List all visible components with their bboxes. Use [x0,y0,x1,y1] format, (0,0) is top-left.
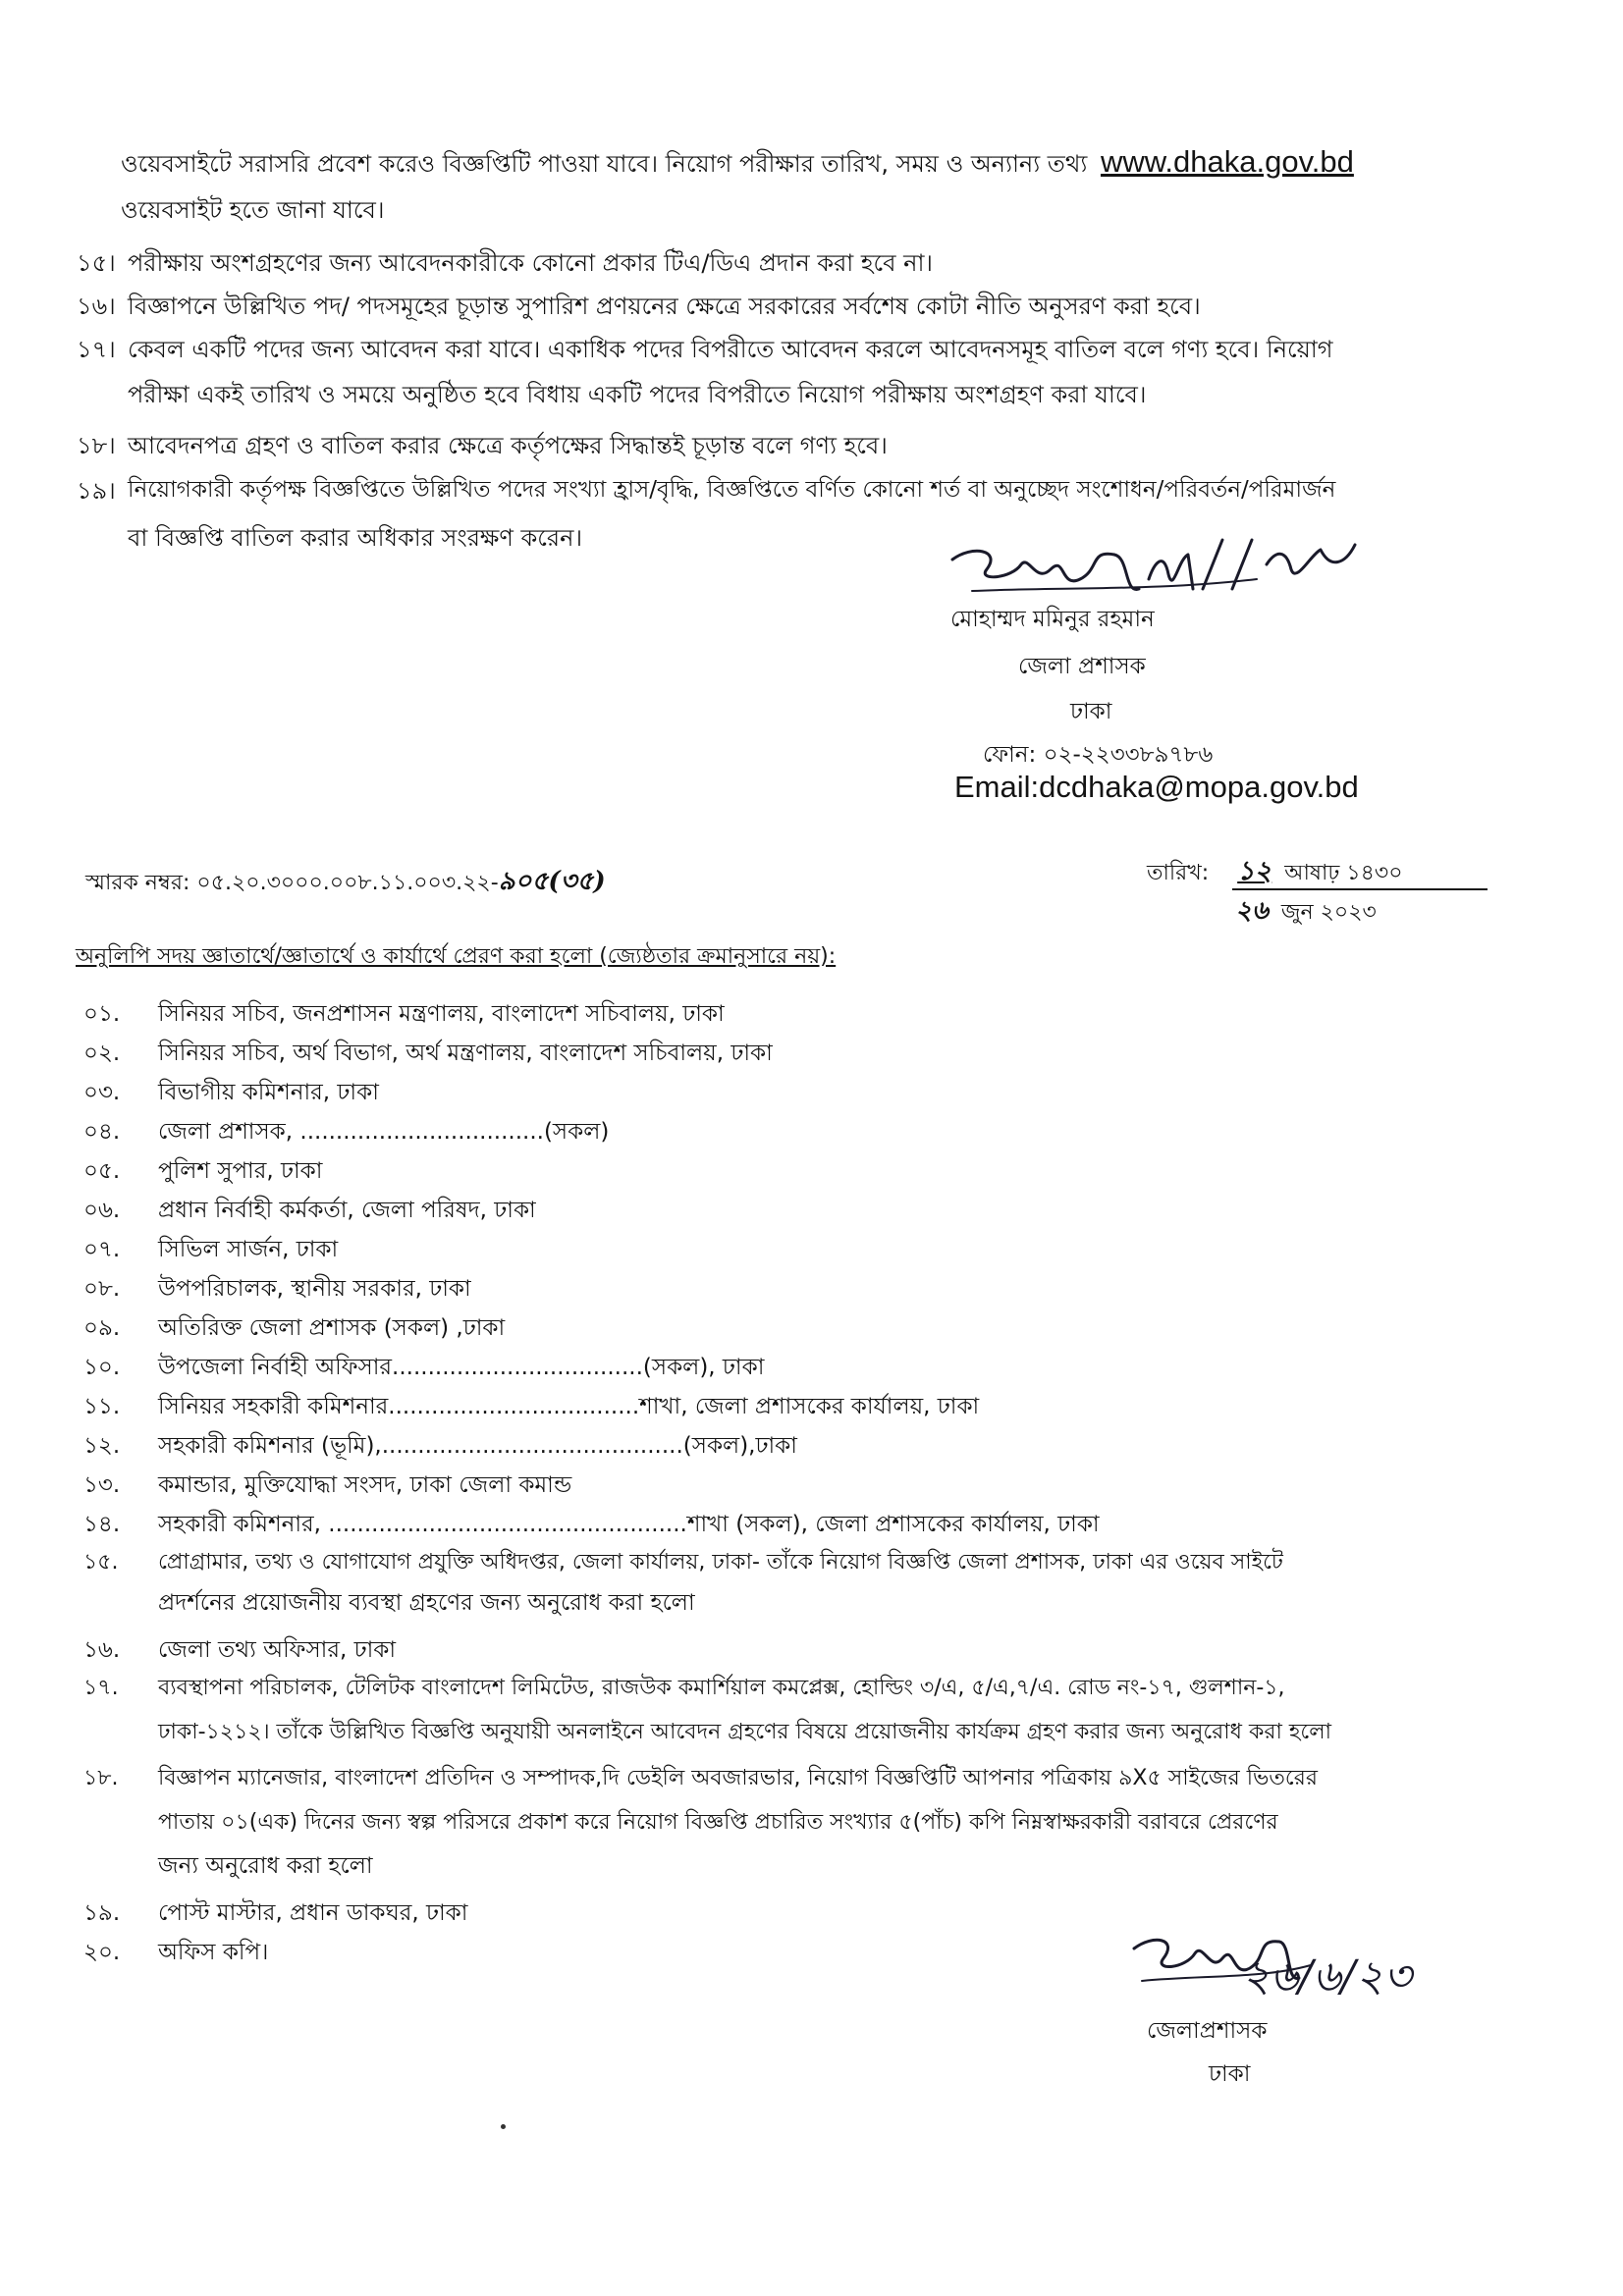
list-number: ১৩. [83,1472,121,1498]
list-item [83,1543,1537,1583]
list-number: ১৮. [83,1766,119,1790]
list-text: সিনিয়র সচিব, অর্থ বিভাগ, অর্থ মন্ত্রণালয়, বাংলাদেশ সচিবালয়, ঢাকা [158,1041,773,1066]
list-item [83,1425,1537,1468]
list-text: বিভাগীয় কমিশনার, ঢাকা [158,1080,379,1105]
signatory-designation: জেলা প্রশাসক [1018,654,1146,679]
list-text: সিভিল সার্জন, ঢাকা [158,1237,339,1262]
date-bangla-day: ১২ [1237,856,1272,886]
list-number: ১৯. [83,1900,121,1926]
memo-number [85,861,606,904]
memo-date-english [1235,890,1377,934]
list-item [83,1669,1537,1709]
website-link[interactable]: www.dhaka.gov.bd [1100,144,1354,179]
list-text: সিনিয়র সহকারী কমিশনার...................................শাখা, জেলা প্রশাসকের কার্যালয়, ঢাকা [158,1394,980,1419]
list-text: সিনিয়র সচিব, জনপ্রশাসন মন্ত্রণালয়, বাংলাদেশ সচিবালয়, ঢাকা [158,1001,725,1027]
signatory-name: মোহাম্মদ মমিনুর রহমান [950,607,1155,632]
list-item [83,1629,1537,1672]
list-number: ১৭. [83,1676,119,1700]
signatory-phone: ফোন: ০২-২২৩৩৮৯৭৮৬ [983,742,1214,768]
list-text-cont: পাতায় ০১(এক) দিনের জন্য স্বল্প পরিসরে প্রকাশ করে নিয়োগ বিজ্ঞপ্তি প্রচারিত সংখ্যার ৫(পাঁচ) কপি নিম্নস্বাক্ষরকারী বরাবরে প্রেরণের [158,1810,1278,1835]
list-text: জেলা তথ্য অফিসার, ঢাকা [158,1637,397,1663]
list-text: বিজ্ঞাপন ম্যানেজার, বাংলাদেশ প্রতিদিন ও সম্পাদক,দি ডেইলি অবজারভার, নিয়োগ বিজ্ঞপ্তিটি আপনার পত্রিকায় ৯X৫ সাইজের ভিতরের [158,1766,1318,1790]
clause-text-cont: বা বিজ্ঞপ্তি বাতিল করার অধিকার সংরক্ষণ করেন। [128,524,583,552]
list-text-cont: ঢাকা-১২১২। তাঁকে উল্লিখিত বিজ্ঞপ্তি অনুযায়ী অনলাইনে আবেদন গ্রহণের বিষয়ে প্রয়োজনীয় কার্যক্রম গ্রহণ করার জন্য অনুরোধ করা হলো [158,1720,1332,1744]
list-item [83,1033,1537,1075]
list-text: প্রধান নির্বাহী কর্মকর্তা, জেলা পরিষদ, ঢাকা [158,1198,536,1223]
signatory-email[interactable]: Email:dcdhaka@mopa.gov.bd [954,770,1359,804]
list-item [83,993,1537,1036]
memo-handwritten-number: ৯০৫(৩৫) [498,867,606,896]
list-number: ১৫. [83,1550,119,1575]
list-number: ০৭. [83,1237,121,1262]
list-item [83,1465,1537,1507]
clause-number: ১৬। [77,293,116,320]
list-number: ১২. [83,1433,121,1459]
list-text-cont: জন্য অনুরোধ করা হলো [158,1853,373,1879]
bottom-designation: জেলাপ্রশাসক [1147,2018,1268,2044]
clause-number: ১৫। [77,249,116,277]
stray-mark [501,2124,506,2129]
list-number: ১০. [83,1355,121,1380]
date-label: তারিখ: [1147,861,1210,885]
top-paragraph-line1 [121,139,1515,186]
list-text: অফিস কপি। [158,1940,269,1965]
list-text: কমান্ডার, মুক্তিযোদ্ধা সংসদ, ঢাকা জেলা কমান্ড [158,1472,572,1498]
list-text: পোস্ট মাস্টার, প্রধান ডাকঘর, ঢাকা [158,1900,468,1926]
date-english-rest: জুন ২০২৩ [1280,900,1377,925]
clause-number: ১৮। [77,432,116,459]
list-item [83,1072,1537,1114]
list-item [83,1150,1537,1193]
bottom-place: ঢাকা [1209,2061,1251,2087]
list-number: ০৬. [83,1198,121,1223]
clause-text: আবেদনপত্র গ্রহণ ও বাতিল করার ক্ষেত্রে কর্তৃপক্ষের সিদ্ধান্তই চূড়ান্ত বলে গণ্য হবে। [128,432,888,459]
list-text: উপপরিচালক, স্থানীয় সরকার, ঢাকা [158,1276,471,1302]
list-number: ০৩. [83,1080,121,1105]
list-number: ০২. [83,1041,121,1066]
list-text: সহকারী কমিশনার (ভূমি),..........................................(সকল),ঢাকা [158,1433,797,1459]
list-item [83,1759,1537,1799]
list-text: পুলিশ সুপার, ঢাকা [158,1158,323,1184]
list-number: ১৪. [83,1512,121,1537]
top-paragraph-line2: ওয়েবসাইট হতে জানা যাবে। [121,196,385,224]
list-number: ১১. [83,1394,121,1419]
list-item [83,1190,1537,1232]
list-item [83,1308,1537,1350]
list-number: ০৫. [83,1158,121,1184]
signatory-place: ঢাকা [1070,699,1112,724]
list-text: জেলা প্রশাসক, ..................................(সকল) [158,1119,610,1145]
list-number: ০১. [83,1001,121,1027]
date-divider [1232,888,1488,890]
list-text-cont: প্রদর্শনের প্রয়োজনীয় ব্যবস্থা গ্রহণের জন্য অনুরোধ করা হলো [158,1590,695,1616]
clause-text-cont: পরীক্ষা একই তারিখ ও সময়ে অনুষ্ঠিত হবে বিধায় একটি পদের বিপরীতে নিয়োগ পরীক্ষায় অংশগ্রহণ করা যাবে। [128,381,1147,408]
list-text: অতিরিক্ত জেলা প্রশাসক (সকল) ,ঢাকা [158,1315,506,1341]
list-item [83,1111,1537,1153]
memo-label: স্মারক নম্বর: ০৫.২০.৩০০০.০০৮.১১.০০৩.২২- [85,871,499,895]
list-text: ব্যবস্থাপনা পরিচালক, টেলিটক বাংলাদেশ লিমিটেড, রাজউক কমার্শিয়াল কমপ্লেক্স, হোল্ডিং ৩/এ, ৫/এ,৭/এ. রোড নং-১৭, গুলশান-১, [158,1676,1285,1700]
list-item [83,1229,1537,1271]
clause-number: ১৭। [77,336,116,363]
list-number: ০৮. [83,1276,121,1302]
bottom-signature-date: ২৬/৬/২৩ [1242,1951,1412,2002]
date-bangla-rest: আষাঢ় ১৪৩০ [1284,861,1403,885]
list-text: সহকারী কমিশনার, ..................................................শাখা (সকল), জেলা প্রশাসকের কার্যালয়, ঢাকা [158,1512,1100,1537]
clause-number: ১৯। [77,477,116,505]
clause-text: বিজ্ঞাপনে উল্লিখিত পদ/ পদসমূহের চূড়ান্ত সুপারিশ প্রণয়নের ক্ষেত্রে সরকারের সর্বশেষ কোটা নীতি অনুসরণ করা হবে। [128,293,1201,320]
list-item [83,1268,1537,1310]
list-text: উপজেলা নির্বাহী অফিসার...................................(সকল), ঢাকা [158,1355,765,1380]
date-english-day: ২৬ [1235,896,1269,926]
clause-text: নিয়োগকারী কর্তৃপক্ষ বিজ্ঞপ্তিতে উল্লিখিত পদের সংখ্যা হ্রাস/বৃদ্ধি, বিজ্ঞপ্তিতে বর্ণিত কোনো শর্ত বা অনুচ্ছেদ সংশোধন/পরিবর্তন/পরিমার্জন [128,477,1336,503]
list-number: ১৬. [83,1637,121,1663]
list-item [83,1347,1537,1389]
list-item [83,1504,1537,1546]
list-text: প্রোগ্রামার, তথ্য ও যোগাযোগ প্রযুক্তি অধিদপ্তর, জেলা কার্যালয়, ঢাকা- তাঁকে নিয়োগ বিজ্ঞপ্তি জেলা প্রশাসক, ঢাকা এর ওয়েব সাইটে [158,1550,1283,1575]
top-text: ওয়েবসাইটে সরাসরি প্রবেশ করেও বিজ্ঞপ্তিটি পাওয়া যাবে। নিয়োগ পরীক্ষার তারিখ, সময় ও অন্যান্য তথ্য [121,150,1088,178]
list-number: ০৪. [83,1119,121,1145]
copy-heading: অনুলিপি সদয় জ্ঞাতার্থে/জ্ঞাতার্থে ও কার্যার্থে প্রেরণ করা হলো (জ্যেষ্ঠতার ক্রমানুসারে নয়): [76,944,837,969]
list-number: ২০. [83,1940,121,1965]
list-number: ০৯. [83,1315,121,1341]
clause-text: কেবল একটি পদের জন্য আবেদন করা যাবে। একাধিক পদের বিপরীতে আবেদন করলে আবেদনসমূহ বাতিল বলে গণ্য হবে। নিয়োগ [128,336,1333,363]
clause-text: পরীক্ষায় অংশগ্রহণের জন্য আবেদনকারীকে কোনো প্রকার টিএ/ডিএ প্রদান করা হবে না। [128,249,933,277]
list-item [83,1386,1537,1428]
